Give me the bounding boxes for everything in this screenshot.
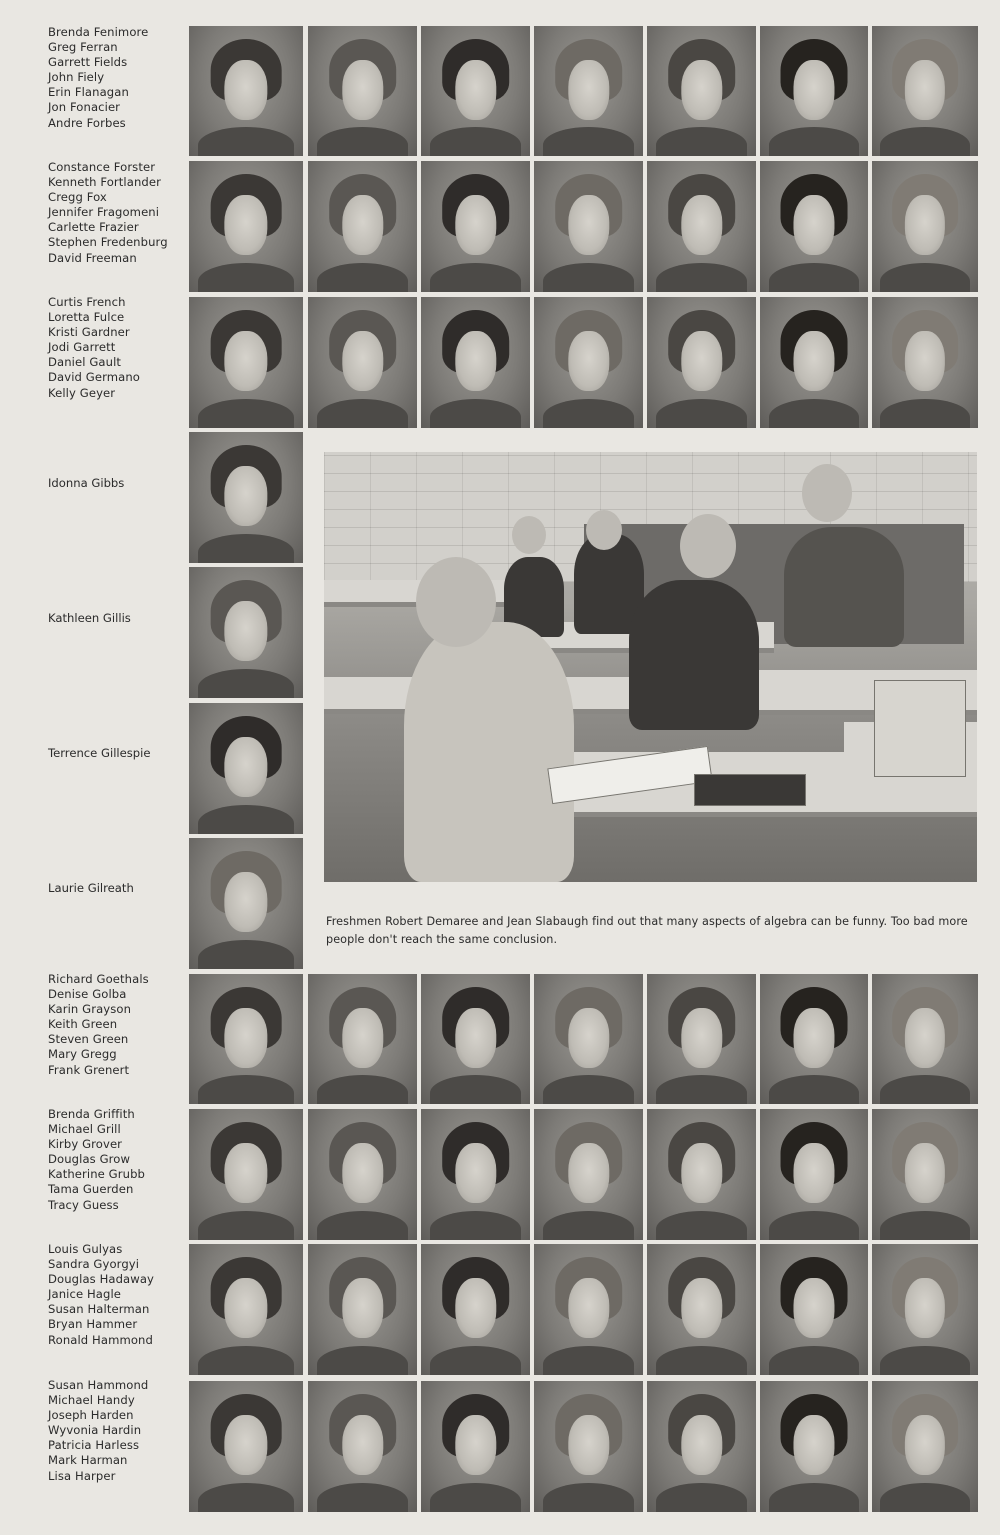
student-name: Kristi Gardner	[48, 325, 130, 340]
student-portrait	[308, 297, 417, 428]
student-portrait	[308, 974, 417, 1104]
student-name: Erin Flanagan	[48, 85, 129, 100]
student-portrait	[189, 838, 303, 969]
student-name: Patricia Harless	[48, 1438, 140, 1453]
student-name: Louis Gulyas	[48, 1242, 123, 1256]
student-name: Loretta Fulce	[48, 310, 125, 325]
name-list-row-1	[48, 25, 148, 131]
student-name: Douglas Grow	[48, 1152, 131, 1167]
student-name: Susan Hammond	[48, 1378, 149, 1392]
student-portrait	[647, 161, 756, 292]
student-figure	[784, 527, 904, 647]
student-portrait	[872, 1109, 978, 1240]
student-name: Laurie Gilreath	[48, 881, 134, 895]
student-name: John Fiely	[48, 70, 105, 85]
student-portrait	[872, 26, 978, 156]
student-name: Janice Hagle	[48, 1287, 122, 1302]
student-portrait	[189, 161, 303, 292]
student-name: Steven Green	[48, 1032, 129, 1047]
student-portrait	[308, 1244, 417, 1375]
student-name: Wyvonia Hardin	[48, 1423, 142, 1438]
student-name: Michael Grill	[48, 1122, 121, 1137]
student-name: David Germano	[48, 370, 140, 385]
student-portrait	[872, 974, 978, 1104]
student-portrait	[189, 1381, 303, 1512]
student-portrait	[189, 567, 303, 698]
student-portrait	[872, 1244, 978, 1375]
name-list-row-2	[48, 160, 168, 266]
student-name: Richard Goethals	[48, 972, 149, 986]
student-portrait	[534, 161, 643, 292]
student-portrait	[647, 26, 756, 156]
student-portrait	[189, 1244, 303, 1375]
student-name: Garrett Fields	[48, 55, 128, 70]
student-name: Bryan Hammer	[48, 1317, 138, 1332]
student-portrait	[308, 1381, 417, 1512]
student-portrait	[421, 297, 530, 428]
student-name: Joseph Harden	[48, 1408, 134, 1423]
student-portrait	[534, 1381, 643, 1512]
student-portrait	[760, 161, 868, 292]
name-list-row-3	[48, 295, 140, 401]
student-name: Kenneth Fortlander	[48, 175, 161, 190]
name-list-row-6	[48, 1242, 154, 1348]
student-name: Tama Guerden	[48, 1182, 134, 1197]
student-name: Brenda Griffith	[48, 1107, 135, 1121]
algebra-book	[694, 774, 806, 806]
name-list-row-5	[48, 1107, 145, 1213]
student-name: Karin Grayson	[48, 1002, 132, 1017]
student-portrait	[189, 703, 303, 834]
student-portrait	[872, 297, 978, 428]
student-name: Kathleen Gillis	[48, 611, 131, 625]
student-head	[416, 557, 496, 647]
student-portrait	[647, 1244, 756, 1375]
name-list-row-4	[48, 972, 149, 1078]
student-portrait	[189, 297, 303, 428]
student-name: Brenda Fenimore	[48, 25, 149, 39]
student-name: Jennifer Fragomeni	[48, 205, 160, 220]
student-name: Curtis French	[48, 295, 126, 309]
book-stack	[874, 680, 966, 777]
student-name: Sandra Gyorgyi	[48, 1257, 140, 1272]
student-portrait	[760, 1109, 868, 1240]
student-portrait	[760, 1381, 868, 1512]
student-figure	[629, 580, 759, 730]
student-portrait	[421, 1244, 530, 1375]
student-head	[512, 516, 546, 554]
classroom-photo	[324, 452, 977, 882]
student-name: Greg Ferran	[48, 40, 118, 55]
student-name: Tracy Guess	[48, 1197, 119, 1212]
student-name: Keith Green	[48, 1017, 118, 1032]
student-name: Cregg Fox	[48, 190, 107, 205]
student-portrait	[647, 1381, 756, 1512]
student-portrait	[421, 161, 530, 292]
student-portrait	[872, 1381, 978, 1512]
student-portrait	[421, 974, 530, 1104]
student-name: Kirby Grover	[48, 1137, 123, 1152]
student-portrait	[647, 974, 756, 1104]
student-name: Ronald Hammond	[48, 1332, 153, 1347]
photo-caption: Freshmen Robert Demaree and Jean Slabaugh find out that many aspects of algebra can be funny. Too bad more people don't reach the same conclusion.	[326, 915, 968, 947]
student-name: Terrence Gillespie	[48, 746, 151, 760]
student-figure	[404, 622, 574, 882]
student-name: Mary Gregg	[48, 1047, 117, 1062]
student-name: Constance Forster	[48, 160, 156, 174]
student-portrait	[760, 26, 868, 156]
student-portrait	[421, 26, 530, 156]
student-portrait	[534, 1244, 643, 1375]
student-name: David Freeman	[48, 250, 137, 265]
student-head	[586, 510, 622, 550]
student-name: Frank Grenert	[48, 1062, 130, 1077]
student-portrait	[760, 297, 868, 428]
student-portrait	[421, 1109, 530, 1240]
student-name: Carlette Frazier	[48, 220, 139, 235]
student-name: Mark Harman	[48, 1453, 128, 1468]
student-name: Kelly Geyer	[48, 385, 116, 400]
name-list-row-7	[48, 1378, 148, 1484]
student-portrait	[189, 1109, 303, 1240]
student-portrait	[760, 974, 868, 1104]
student-portrait	[189, 26, 303, 156]
student-portrait	[872, 161, 978, 292]
student-name: Jodi Garrett	[48, 340, 116, 355]
student-portrait	[189, 974, 303, 1104]
student-portrait	[308, 26, 417, 156]
student-portrait	[534, 26, 643, 156]
student-name: Lisa Harper	[48, 1468, 116, 1483]
student-name: Katherine Grubb	[48, 1167, 146, 1182]
student-head	[802, 464, 852, 522]
student-name: Denise Golba	[48, 987, 127, 1002]
student-name: Susan Halterman	[48, 1302, 150, 1317]
student-name: Stephen Fredenburg	[48, 235, 168, 250]
student-name: Jon Fonacier	[48, 100, 121, 115]
student-portrait	[534, 1109, 643, 1240]
student-portrait	[421, 1381, 530, 1512]
student-portrait	[647, 1109, 756, 1240]
student-name: Douglas Hadaway	[48, 1272, 155, 1287]
student-portrait	[308, 1109, 417, 1240]
student-portrait	[534, 297, 643, 428]
student-head	[680, 514, 736, 578]
student-name: Idonna Gibbs	[48, 476, 125, 490]
student-portrait	[308, 161, 417, 292]
student-portrait	[760, 1244, 868, 1375]
student-portrait	[534, 974, 643, 1104]
student-name: Andre Forbes	[48, 115, 126, 130]
student-name: Michael Handy	[48, 1393, 135, 1408]
student-portrait	[647, 297, 756, 428]
student-portrait	[189, 432, 303, 563]
student-name: Daniel Gault	[48, 355, 122, 370]
